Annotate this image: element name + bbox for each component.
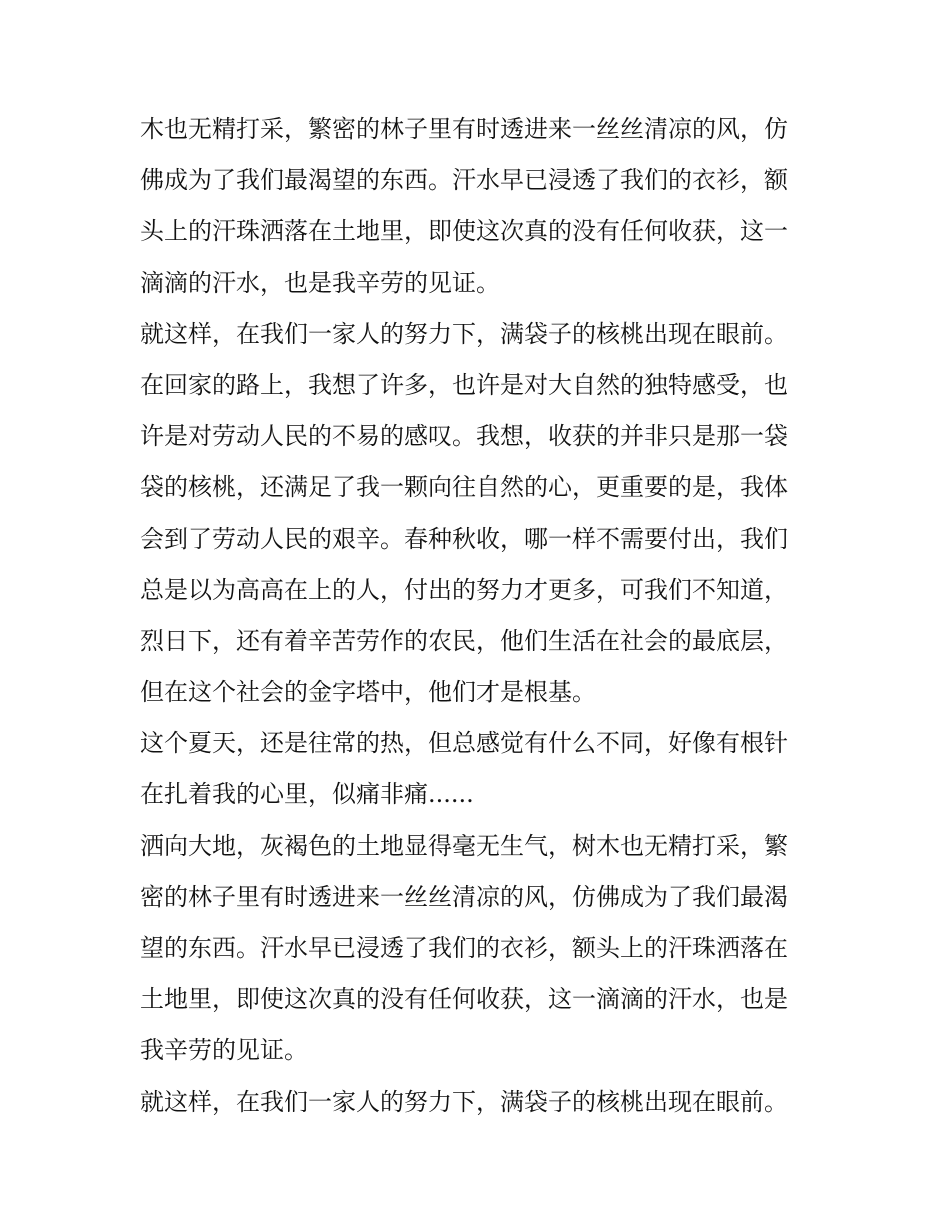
text-line: 会到了劳动人民的艰辛。春种秋收，哪一样不需要付出，我们 — [140, 524, 788, 553]
text-line: 头上的汗珠洒落在土地里，即使这次真的没有任何收获，这一 — [140, 217, 788, 246]
text-line: 但在这个社会的金字塔中，他们才是根基。 — [140, 678, 596, 707]
text-line: 洒向大地，灰褐色的土地显得毫无生气，树木也无精打采，繁 — [140, 831, 788, 860]
text-line: 木也无精打采，繁密的林子里有时透进来一丝丝清凉的风，仿 — [140, 115, 788, 143]
text-line: 滴滴的汗水，也是我辛劳的见证。 — [140, 268, 500, 297]
text-line: 佛成为了我们最渴望的东西。汗水早已浸透了我们的衣衫，额 — [140, 166, 788, 195]
text-line: 袋的核桃，还满足了我一颗向往自然的心，更重要的是，我体 — [140, 473, 788, 502]
text-line: 密的林子里有时透进来一丝丝清凉的风，仿佛成为了我们最渴 — [140, 882, 788, 911]
text-line: 这个夏天，还是往常的热，但总感觉有什么不同，好像有根针 — [140, 729, 788, 758]
text-line: 在扎着我的心里，似痛非痛...... — [140, 780, 474, 809]
text-line: 土地里，即使这次真的没有任何收获，这一滴滴的汗水，也是 — [140, 985, 788, 1014]
document-body — [140, 104, 816, 1128]
text-line: 望的东西。汗水早已浸透了我们的衣衫，额头上的汗珠洒落在 — [140, 934, 788, 962]
text-line: 就这样，在我们一家人的努力下，满袋子的核桃出现在眼前。 — [140, 1087, 788, 1116]
text-line: 烈日下，还有着辛苦劳作的农民，他们生活在社会的最底层， — [140, 626, 788, 655]
text-line: 许是对劳动人民的不易的感叹。我想，收获的并非只是那一袋 — [140, 422, 788, 451]
text-line: 我辛劳的见证。 — [140, 1036, 308, 1065]
text-line: 总是以为高高在上的人，付出的努力才更多，可我们不知道， — [140, 575, 788, 604]
text-line: 就这样，在我们一家人的努力下，满袋子的核桃出现在眼前。 — [140, 319, 788, 348]
text-line: 在回家的路上，我想了许多，也许是对大自然的独特感受，也 — [140, 370, 788, 399]
